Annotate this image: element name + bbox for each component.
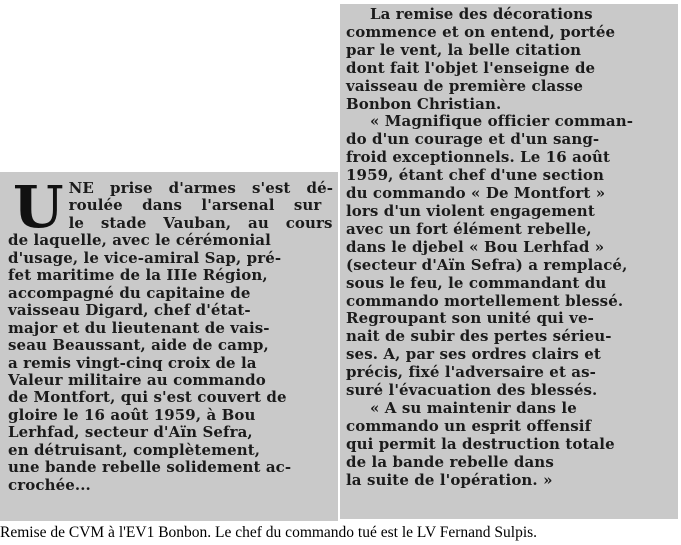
text-line: Bonbon Christian. — [346, 94, 502, 113]
photo-caption: Remise de CVM à l'EV1 Bonbon. Le chef du commando tué est le LV Fernand Sulpis. — [0, 524, 538, 541]
text-line: NE prise d'armes s'est dé- — [68, 179, 334, 197]
text-line: de Montfort, qui s'est couvert de — [8, 388, 287, 407]
text-line: du commando « De Montfort » — [346, 184, 606, 203]
text-line: lors d'un violent engagement — [346, 201, 595, 220]
text-line: commence et on entend, portée — [346, 22, 616, 41]
text-line: vaisseau de première classe — [346, 76, 584, 95]
text-line: dont fait l'objet l'enseigne de — [346, 58, 596, 77]
text-line: la suite de l'opération. » — [346, 470, 553, 489]
text-line: en détruisant, complètement, — [8, 440, 261, 459]
text-line: commando un esprit offensif — [346, 416, 592, 435]
text-line: de laquelle, avec le cérémonial — [8, 231, 271, 250]
text-line: (secteur d'Aïn Sefra) a remplacé, — [346, 255, 628, 274]
text-line: 1959, étant chef d'une section — [346, 166, 605, 185]
text-line: par le vent, la belle citation — [346, 40, 582, 59]
text-line: une bande rebelle solidement ac- — [8, 458, 292, 477]
text-line: nait de subir des pertes sérieu- — [346, 327, 612, 346]
text-line: sous le feu, le commandant du — [346, 273, 607, 292]
text-line: seau Beaussant, aide de camp, — [8, 336, 269, 355]
text-line: roulée dans l'arsenal sur — [68, 196, 322, 215]
text-line: crochée... — [8, 475, 91, 494]
text-line: accompagné du capitaine de — [8, 283, 251, 302]
text-line: a remis vingt-cinq croix de la — [8, 353, 257, 372]
text-line: Valeur militaire au commando — [8, 370, 266, 389]
left-newspaper-column — [0, 172, 338, 521]
text-line: Lerhfad, secteur d'Aïn Sefra, — [8, 423, 253, 442]
text-line: ses. A, par ses ordres clairs et — [346, 345, 601, 364]
text-line: « A su maintenir dans le — [370, 398, 577, 417]
right-column-text — [346, 6, 672, 489]
text-line: vaisseau Digard, chef d'état- — [8, 301, 251, 320]
text-line: Regroupant son unité qui ve- — [346, 309, 594, 328]
text-line: précis, fixé l'adversaire et as- — [346, 363, 596, 382]
dropcap-letter: U — [13, 173, 64, 241]
text-line: froid exceptionnels. Le 16 août — [346, 148, 611, 167]
text-line: le stade Vauban, au cours — [68, 213, 333, 232]
text-line: d'usage, le vice-amiral Sap, pré- — [8, 248, 282, 267]
text-line: dans le djebel « Bou Lerhfad » — [346, 237, 605, 256]
text-line: qui permit la destruction totale — [346, 434, 615, 453]
text-line: commando mortellement blessé. — [346, 291, 624, 310]
text-line: « Magnifique officier comman- — [370, 112, 634, 131]
text-line: de la bande rebelle dans — [346, 452, 554, 471]
text-line: La remise des décorations — [370, 5, 593, 23]
text-line: major et du lieutenant de vais- — [8, 318, 270, 337]
text-line: do d'un courage et d'un sang- — [346, 130, 600, 149]
text-line: suré l'évacuation des blessés. — [346, 381, 598, 400]
text-line: fet maritime de la IIIe Région, — [8, 266, 268, 285]
text-line: avec un fort élément rebelle, — [346, 219, 592, 238]
right-newspaper-column — [340, 4, 678, 519]
text-line: gloire le 16 août 1959, à Bou — [8, 405, 256, 424]
